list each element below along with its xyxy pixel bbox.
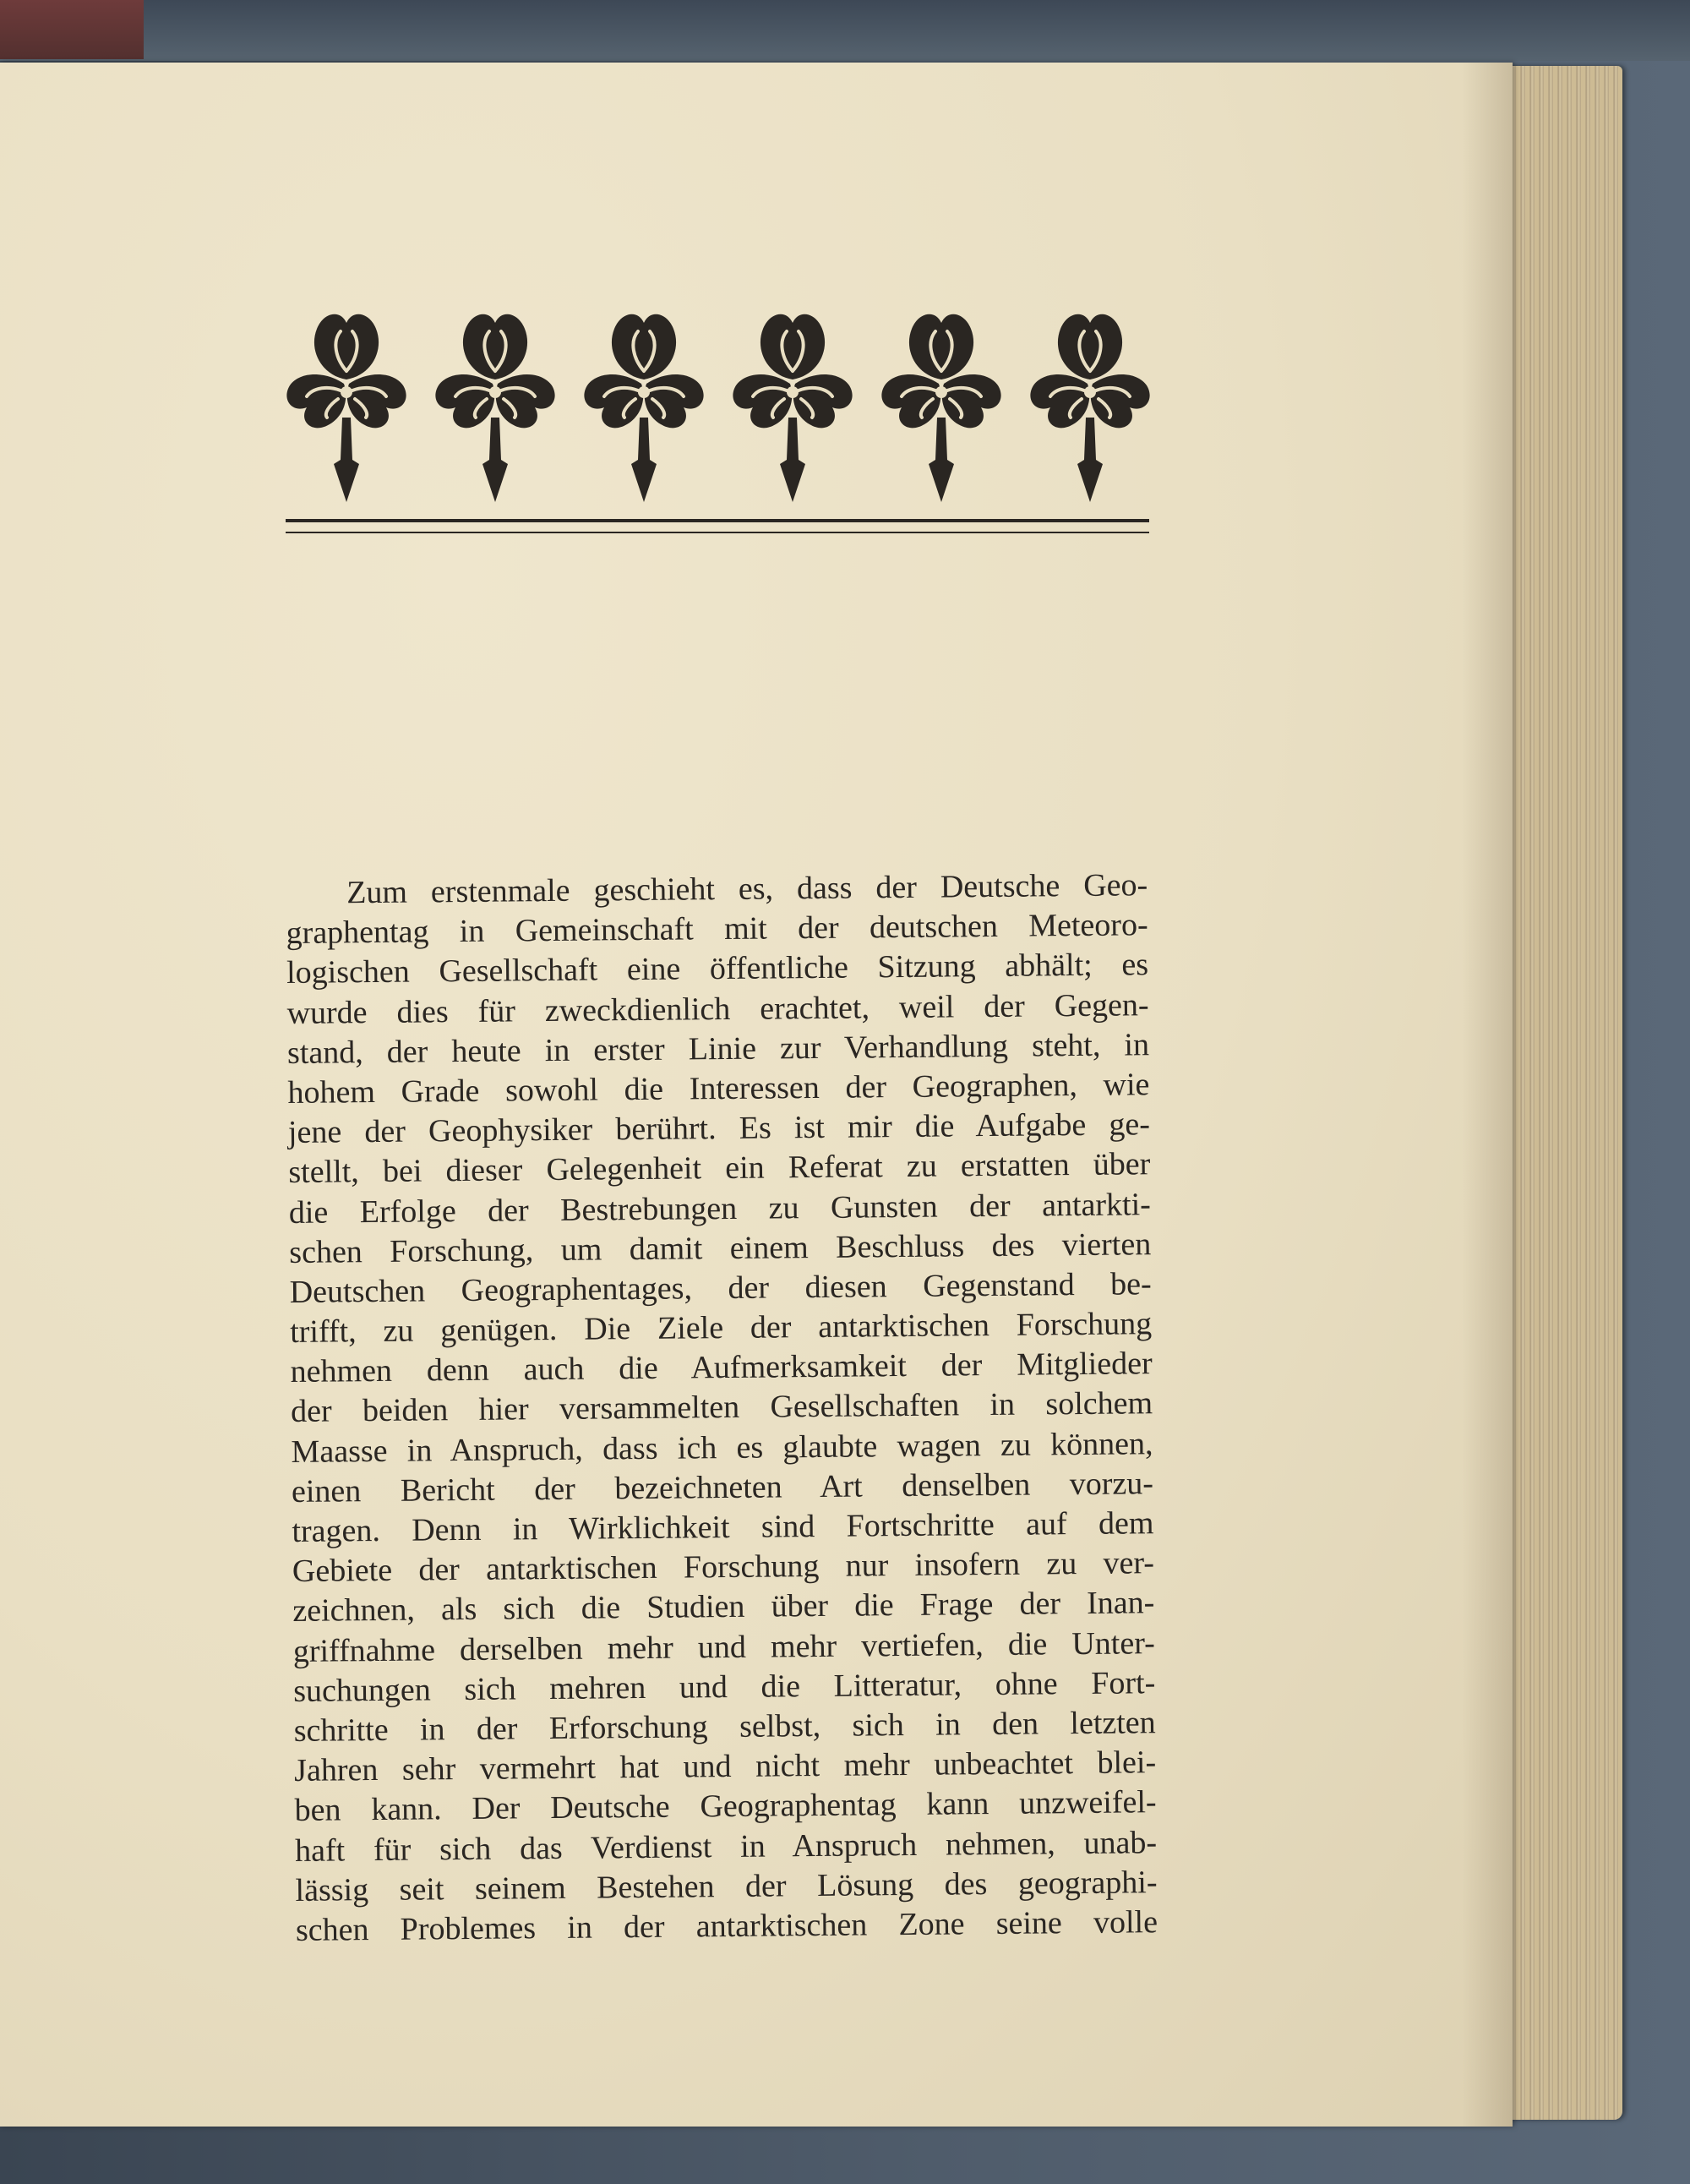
clover-ornament-row — [283, 291, 1153, 519]
text-line: der beiden hier versammelten Gesellschaften in solchem — [290, 1385, 1153, 1430]
text-line: Deutschen Geographentages, der diesen Gegenstand be- — [289, 1266, 1152, 1310]
ornament-rule-thick — [286, 519, 1149, 522]
text-line: haft für sich das Verdienst in Anspruch nehmen, unab- — [294, 1824, 1158, 1869]
text-line: schen Forschung, um damit einem Beschluss des vierten — [289, 1226, 1152, 1270]
text-line: griffnahme derselben mehr und mehr vertiefen, die Unter- — [292, 1624, 1155, 1669]
ornament-rule-thin — [286, 532, 1149, 533]
cover-top-edge — [0, 0, 1690, 61]
text-line: Jahren sehr vermehrt hat und nicht mehr unbeachtet blei- — [293, 1744, 1157, 1789]
page-gutter-shadow — [1462, 63, 1513, 2127]
text-line: Zum erstenmale geschieht es, dass der Deutsche Geo- — [346, 867, 1148, 911]
text-line: schritte in der Erforschung selbst, sich in den letzten — [293, 1705, 1156, 1749]
text-line: nehmen denn auch die Aufmerksamkeit der Mitglieder — [290, 1346, 1153, 1390]
text-line: ben kann. Der Deutsche Geographentag kann unzweifel- — [294, 1784, 1157, 1829]
text-line: stellt, bei dieser Gelegenheit ein Referat zu erstatten über — [288, 1146, 1151, 1191]
clover-ornament-icon — [729, 291, 856, 519]
clover-ornament-icon — [581, 291, 707, 519]
text-line: Gebiete der antarktischen Forschung nur insofern zu ver- — [292, 1545, 1155, 1590]
text-line: die Erfolge der Bestrebungen zu Gunsten der antarkti- — [288, 1186, 1151, 1231]
page-edges — [1497, 66, 1622, 2120]
text-line: lässig seit seinem Bestehen der Lösung des geographi- — [295, 1864, 1158, 1908]
clover-ornament-icon — [432, 291, 559, 519]
text-line: Maasse in Anspruch, dass ich es glaubte wagen zu können, — [291, 1425, 1153, 1470]
clover-ornament-icon — [283, 291, 410, 519]
book-page — [0, 63, 1513, 2127]
text-line: einen Bericht der bezeichneten Art denselben vorzu- — [291, 1465, 1154, 1510]
text-line: zeichnen, als sich die Studien über die Frage der Inan- — [292, 1585, 1155, 1630]
text-line: wurde dies für zweckdienlich erachtet, weil der Gegen- — [286, 986, 1149, 1031]
clover-ornament-icon — [878, 291, 1005, 519]
text-line: schen Problemes in der antarktischen Zone seine volle — [295, 1904, 1158, 1948]
text-line: stand, der heute in erster Linie zur Verhandlung steht, in — [286, 1026, 1150, 1071]
body-paragraph — [286, 865, 1158, 1951]
clover-ornament-icon — [1027, 291, 1153, 519]
text-line: trifft, zu genügen. Die Ziele der antarktischen Forschung — [290, 1306, 1153, 1351]
text-line: logischen Gesellschaft eine öffentliche Sitzung abhält; es — [286, 947, 1149, 991]
text-line: suchungen sich mehren und die Litteratur, ohne Fort- — [293, 1664, 1156, 1709]
text-line: jene der Geophysiker berührt. Es ist mir die Aufgabe ge- — [287, 1106, 1151, 1151]
cover-corner-binding — [0, 0, 144, 59]
text-line: graphentag in Gemeinschaft mit der deutschen Meteoro- — [286, 907, 1148, 952]
text-line: tragen. Denn in Wirklichkeit sind Fortschritte auf dem — [292, 1505, 1154, 1549]
text-line: hohem Grade sowohl die Interessen der Geographen, wie — [287, 1067, 1150, 1111]
